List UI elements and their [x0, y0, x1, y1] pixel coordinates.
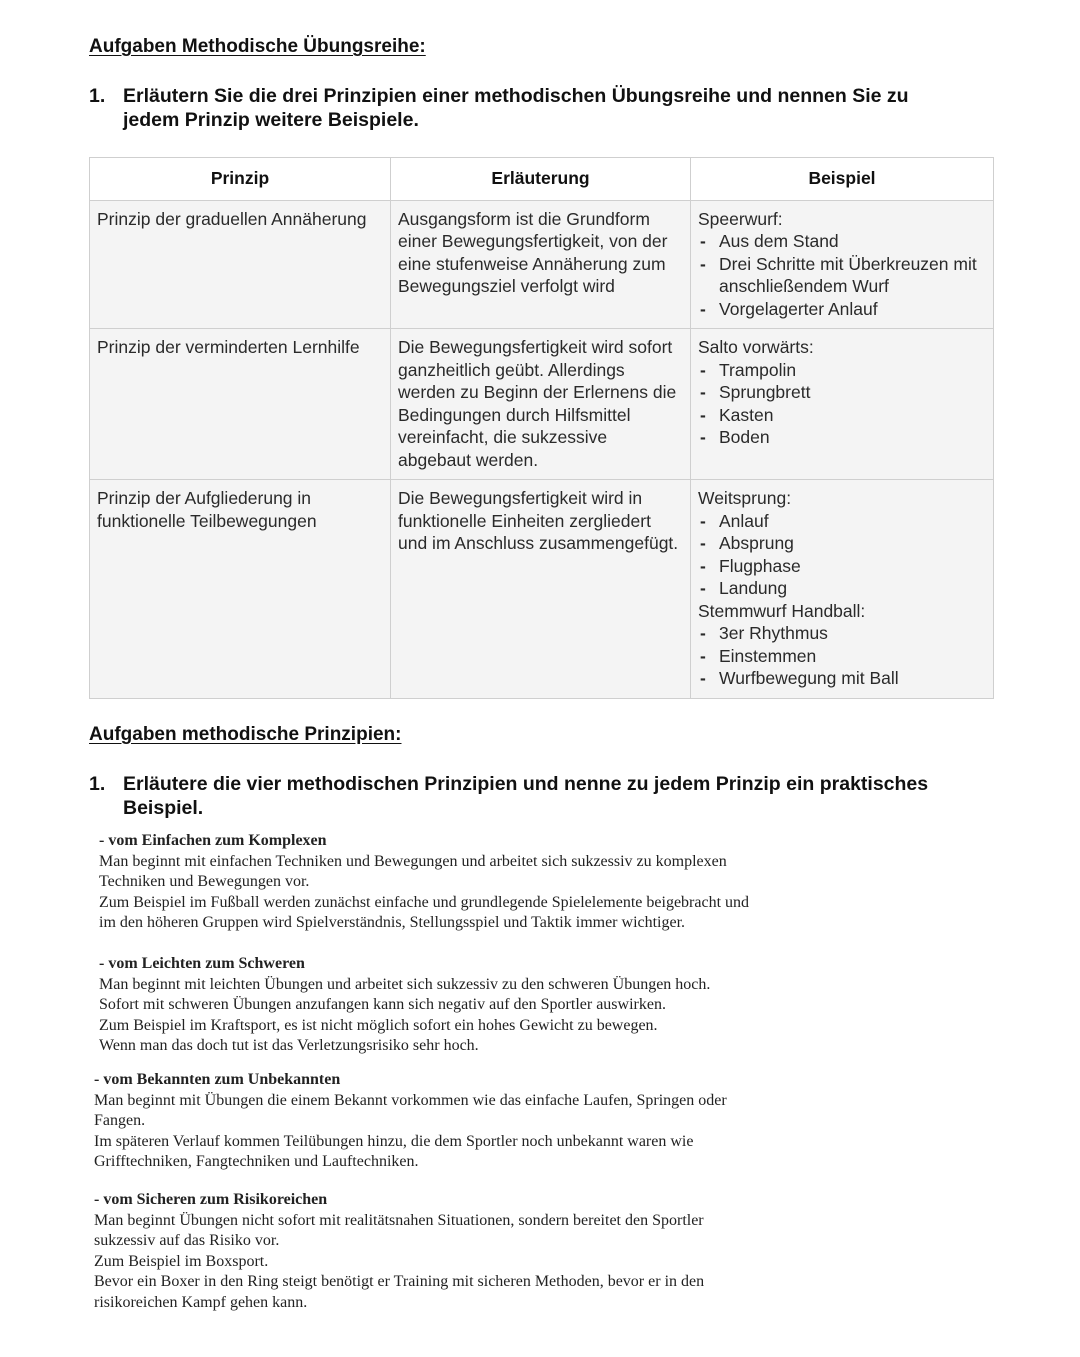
cell-erlaeuterung: Die Bewegungsfertigkeit wird in funktionelle Einheiten zergliedert und im Anschluss zusammengefügt.: [391, 480, 691, 699]
principle-line: im den höheren Gruppen wird Spielverständnis, Stellungsspiel und Taktik immer wichtiger.: [99, 914, 686, 931]
task-number: 1.: [89, 85, 106, 107]
list-item: - Anlauf: [698, 510, 986, 533]
cell-erlaeuterung: Die Bewegungsfertigkeit wird sofort ganzheitlich geübt. Allerdings werden zu Beginn der Erlernens die Bedingungen durch Hilfsmittel vereinfacht, die sukzessive abgebaut werden.: [391, 329, 691, 480]
list-item: - Aus dem Stand: [698, 230, 986, 253]
principles-table: [89, 157, 994, 699]
principle-block: [94, 1190, 854, 1313]
example-list: [698, 359, 986, 449]
cell-beispiel: [691, 200, 994, 329]
principle-line: Zum Beispiel im Fußball werden zunächst einfache und grundlegende Spielelemente beigebracht und: [99, 893, 750, 911]
principle-line: Bevor ein Boxer in den Ring steigt benötigt er Training mit sicheren Methoden, bevor er in den: [94, 1273, 705, 1290]
principle-block: [99, 831, 859, 934]
principle-line: Man beginnt Übungen nicht sofort mit realitätsnahen Situationen, sondern bereitet den Sportler: [94, 1211, 704, 1229]
cell-beispiel: [691, 480, 994, 699]
header-beispiel: Beispiel: [691, 158, 994, 201]
header-prinzip: Prinzip: [90, 158, 391, 201]
list-item: - Sprungbrett: [698, 381, 986, 404]
section2-task: [89, 772, 979, 820]
principle-line: sukzessiv auf das Risiko vor.: [94, 1232, 280, 1249]
principle-line: Man beginnt mit leichten Übungen und arbeitet sich sukzessiv zu den schweren Übungen hoch.: [99, 975, 711, 993]
task-text: Erläutere die vier methodischen Prinzipien und nenne zu jedem Prinzip ein praktisches Beispiel.: [123, 773, 929, 819]
list-item: - Einstemmen: [698, 645, 986, 668]
principle-line: Zum Beispiel im Kraftsport, es ist nicht möglich sofort ein hohes Gewicht zu bewegen.: [99, 1016, 658, 1034]
principle-line: risikoreichen Kampf gehen kann.: [94, 1293, 308, 1311]
list-item: - Flugphase: [698, 555, 986, 578]
list-item: - Trampolin: [698, 359, 986, 382]
task-text: Erläutern Sie die drei Prinzipien einer methodischen Übungsreihe und nennen Sie zu jedem Prinzip weitere Beispiele.: [123, 85, 909, 131]
cell-prinzip: Prinzip der verminderten Lernhilfe: [90, 329, 391, 480]
principle-line: Man beginnt mit Übungen die einem Bekannt vorkommen wie das einfache Laufen, Springen oder: [94, 1091, 727, 1109]
principle-title: - vom Sicheren zum Risikoreichen: [94, 1191, 328, 1208]
principle-block: [94, 1070, 854, 1173]
example-list: [698, 230, 986, 320]
principle-line: Wenn man das doch tut ist das Verletzungsrisiko sehr hoch.: [99, 1037, 479, 1054]
table-row: [90, 329, 994, 480]
example-title: Speerwurf:: [698, 208, 783, 229]
principle-line: Sofort mit schweren Übungen anzufangen kann sich negativ auf den Sportler auswirken.: [99, 996, 666, 1013]
list-item: - Wurfbewegung mit Ball: [698, 667, 986, 690]
list-item: - Drei Schritte mit Überkreuzen mit anschließendem Wurf: [698, 253, 986, 298]
header-erlaeuterung: Erläuterung: [391, 158, 691, 201]
principle-line: Zum Beispiel im Boxsport.: [94, 1252, 269, 1270]
cell-erlaeuterung: Ausgangsform ist die Grundform einer Bewegungsfertigkeit, von der eine stufenweise Annäherung zum Bewegungsziel verfolgt wird: [391, 200, 691, 329]
principle-line: Im späteren Verlauf kommen Teilübungen hinzu, die dem Sportler noch unbekannt waren wie: [94, 1132, 694, 1150]
cell-prinzip: Prinzip der graduellen Annäherung: [90, 200, 391, 329]
example-title: Stemmwurf Handball:: [698, 600, 866, 621]
section1-task: [89, 84, 969, 132]
principle-title: - vom Leichten zum Schweren: [99, 955, 305, 972]
principle-line: Man beginnt mit einfachen Techniken und Bewegungen und arbeitet sich sukzessiv zu komplexen: [99, 852, 727, 870]
table-row: [90, 200, 994, 329]
cell-prinzip: Prinzip der Aufgliederung in funktionelle Teilbewegungen: [90, 480, 391, 699]
section2-heading: Aufgaben methodische Prinzipien:: [89, 724, 402, 745]
example-list: [698, 510, 986, 600]
task-number: 1.: [89, 773, 106, 795]
list-item: - Boden: [698, 426, 986, 449]
principle-title: - vom Einfachen zum Komplexen: [99, 832, 327, 849]
example-title: Salto vorwärts:: [698, 337, 814, 357]
principle-block: [99, 954, 859, 1057]
list-item: - 3er Rhythmus: [698, 622, 986, 645]
list-item: - Kasten: [698, 404, 986, 427]
list-item: - Vorgelagerter Anlauf: [698, 298, 986, 321]
example-title: Weitsprung:: [698, 488, 792, 508]
section1-heading: Aufgaben Methodische Übungsreihe:: [89, 36, 426, 57]
principle-title: - vom Bekannten zum Unbekannten: [94, 1071, 341, 1088]
principle-line: Grifftechniken, Fangtechniken und Lauftechniken.: [94, 1153, 419, 1170]
list-item: - Absprung: [698, 532, 986, 555]
example-list: [698, 622, 986, 690]
principle-line: Fangen.: [94, 1112, 146, 1129]
principle-line: Techniken und Bewegungen vor.: [99, 873, 310, 890]
cell-beispiel: [691, 329, 994, 480]
table-row: [90, 480, 994, 699]
list-item: - Landung: [698, 577, 986, 600]
table-header-row: [90, 158, 994, 201]
